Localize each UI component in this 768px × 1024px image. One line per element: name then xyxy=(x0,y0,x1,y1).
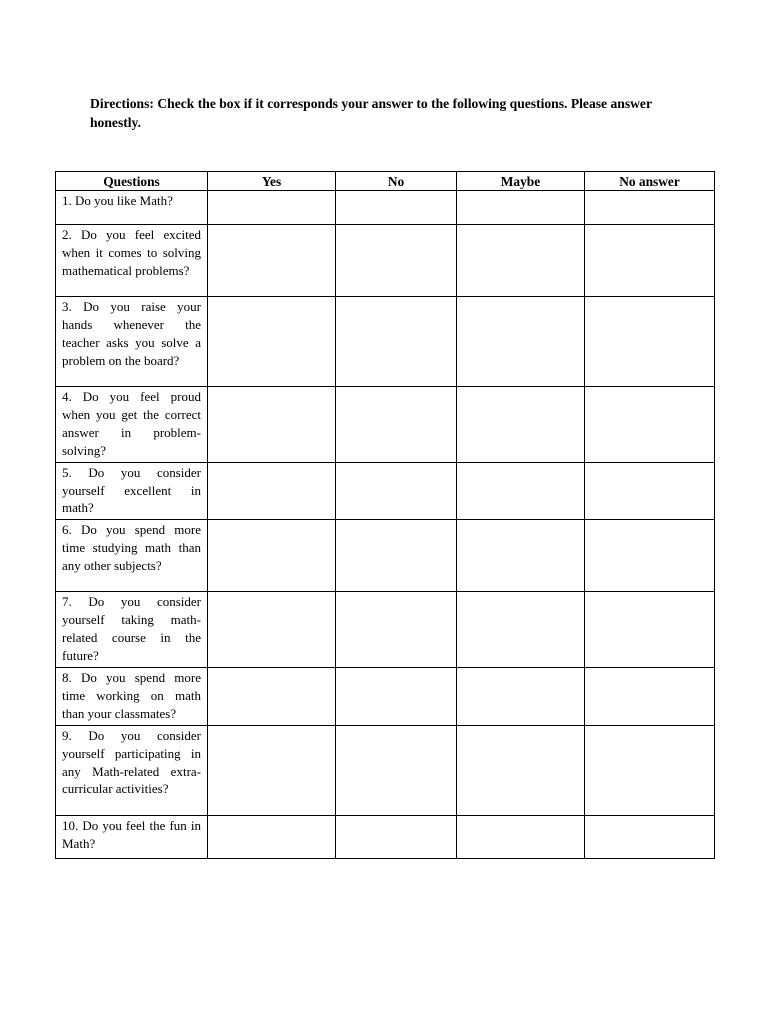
question-8: 8. Do you spend more time working on math than your classmates? xyxy=(56,667,208,725)
answer-no-checkbox[interactable] xyxy=(336,725,457,815)
table-row xyxy=(56,225,715,297)
question-6: 6. Do you spend more time studying math than any other subjects? xyxy=(56,520,208,592)
answer-yes-checkbox[interactable] xyxy=(208,667,336,725)
header-questions: Questions xyxy=(56,172,208,191)
answer-maybe-checkbox[interactable] xyxy=(457,592,585,668)
question-1: 1. Do you like Math? xyxy=(56,191,208,225)
answer-no-answer-checkbox[interactable] xyxy=(585,520,715,592)
answer-yes-checkbox[interactable] xyxy=(208,520,336,592)
answer-no-answer-checkbox[interactable] xyxy=(585,297,715,387)
table-row xyxy=(56,592,715,668)
answer-maybe-checkbox[interactable] xyxy=(457,815,585,858)
answer-yes-checkbox[interactable] xyxy=(208,297,336,387)
answer-no-checkbox[interactable] xyxy=(336,462,457,520)
answer-no-answer-checkbox[interactable] xyxy=(585,387,715,463)
answer-no-answer-checkbox[interactable] xyxy=(585,815,715,858)
answer-maybe-checkbox[interactable] xyxy=(457,667,585,725)
answer-no-answer-checkbox[interactable] xyxy=(585,191,715,225)
question-2: 2. Do you feel excited when it comes to solving mathematical problems? xyxy=(56,225,208,297)
answer-yes-checkbox[interactable] xyxy=(208,462,336,520)
answer-yes-checkbox[interactable] xyxy=(208,387,336,463)
question-5: 5. Do you consider yourself excellent in math? xyxy=(56,462,208,520)
answer-maybe-checkbox[interactable] xyxy=(457,387,585,463)
answer-yes-checkbox[interactable] xyxy=(208,815,336,858)
answer-no-answer-checkbox[interactable] xyxy=(585,462,715,520)
answer-no-checkbox[interactable] xyxy=(336,592,457,668)
answer-maybe-checkbox[interactable] xyxy=(457,225,585,297)
answer-maybe-checkbox[interactable] xyxy=(457,725,585,815)
header-row xyxy=(56,172,715,191)
answer-yes-checkbox[interactable] xyxy=(208,191,336,225)
directions-text: Directions: Check the box if it corresponds your answer to the following questions. Please answer honestly. xyxy=(90,96,652,130)
answer-no-checkbox[interactable] xyxy=(336,297,457,387)
table-row xyxy=(56,297,715,387)
answer-maybe-checkbox[interactable] xyxy=(457,297,585,387)
table-row xyxy=(56,815,715,858)
answer-no-checkbox[interactable] xyxy=(336,387,457,463)
table-row xyxy=(56,387,715,463)
answer-no-checkbox[interactable] xyxy=(336,225,457,297)
table-row xyxy=(56,191,715,225)
answer-no-checkbox[interactable] xyxy=(336,191,457,225)
question-10: 10. Do you feel the fun in Math? xyxy=(56,815,208,858)
answer-no-checkbox[interactable] xyxy=(336,520,457,592)
table-row xyxy=(56,520,715,592)
question-3: 3. Do you raise your hands whenever the teacher asks you solve a problem on the board? xyxy=(56,297,208,387)
answer-yes-checkbox[interactable] xyxy=(208,225,336,297)
header-no: No xyxy=(336,172,457,191)
table-row xyxy=(56,667,715,725)
question-7: 7. Do you consider yourself taking math-related course in the future? xyxy=(56,592,208,668)
answer-maybe-checkbox[interactable] xyxy=(457,462,585,520)
header-no-answer: No answer xyxy=(585,172,715,191)
table-row xyxy=(56,462,715,520)
answer-no-checkbox[interactable] xyxy=(336,667,457,725)
answer-yes-checkbox[interactable] xyxy=(208,592,336,668)
answer-no-checkbox[interactable] xyxy=(336,815,457,858)
table-row xyxy=(56,725,715,815)
answer-no-answer-checkbox[interactable] xyxy=(585,225,715,297)
answer-yes-checkbox[interactable] xyxy=(208,725,336,815)
answer-no-answer-checkbox[interactable] xyxy=(585,592,715,668)
question-4: 4. Do you feel proud when you get the correct answer in problem-solving? xyxy=(56,387,208,463)
question-9: 9. Do you consider yourself participating in any Math-related extra-curricular activities? xyxy=(56,725,208,815)
header-yes: Yes xyxy=(208,172,336,191)
answer-maybe-checkbox[interactable] xyxy=(457,520,585,592)
survey-table xyxy=(55,171,715,859)
answer-maybe-checkbox[interactable] xyxy=(457,191,585,225)
answer-no-answer-checkbox[interactable] xyxy=(585,667,715,725)
header-maybe: Maybe xyxy=(457,172,585,191)
answer-no-answer-checkbox[interactable] xyxy=(585,725,715,815)
